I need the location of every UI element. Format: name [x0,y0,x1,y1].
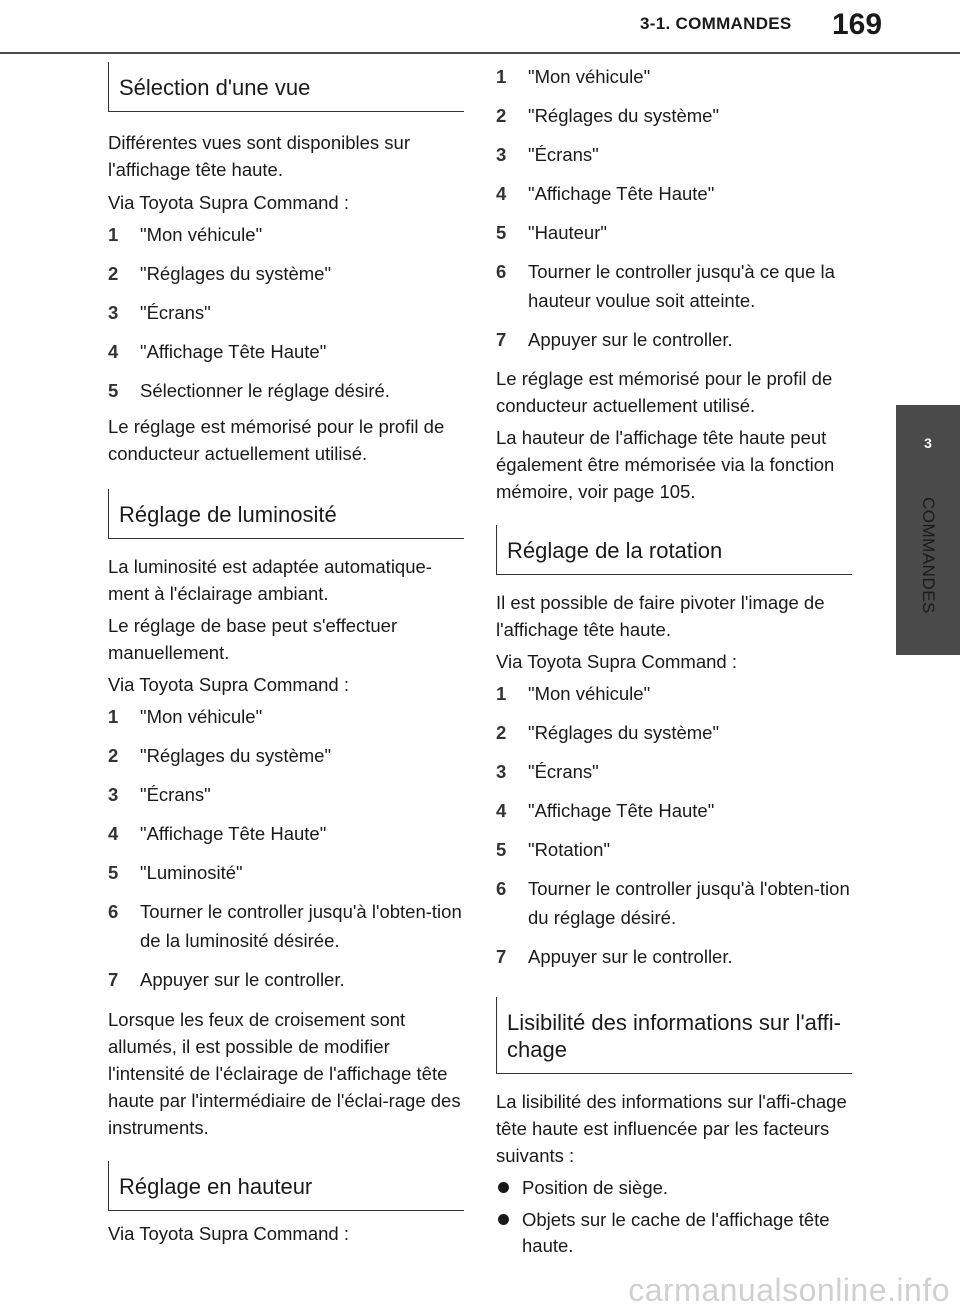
list-item [496,718,852,747]
list-item [108,702,464,731]
paragraph: Via Toyota Supra Command : [108,1223,349,1244]
paragraph: Via Toyota Supra Command : [496,651,737,672]
list-item [496,1175,852,1201]
list-item [496,325,852,354]
list-item [108,220,464,249]
step-text: Tourner le controller jusqu'à ce que la hauteur voulue soit atteinte. [528,261,835,311]
step-number: 1 [496,66,507,87]
bullet-dot [498,1214,509,1225]
list-item [496,942,852,971]
step-text: "Réglages du système" [528,722,720,743]
step-text: "Affichage Tête Haute" [528,183,715,204]
paragraph: Différentes vues sont disponibles sur l'affichage tête haute. [108,132,410,180]
list-item [108,780,464,809]
step-text: "Réglages du système" [140,263,332,284]
step-text: "Écrans" [140,302,211,323]
step-number: 5 [496,839,507,860]
bullet-list [496,1175,852,1259]
steps-list-view [108,220,464,405]
section-heading-brightness: Réglage de luminosité [108,489,464,539]
list-item [108,858,464,887]
step-number: 2 [496,105,507,126]
list-item [108,965,464,994]
step-text: Tourner le controller jusqu'à l'obten-tion de la luminosité désirée. [140,901,462,951]
list-item [108,897,464,955]
step-number: 4 [108,823,119,844]
paragraph: Via Toyota Supra Command : [108,192,349,213]
step-number: 4 [496,183,507,204]
bullet-dot [498,1182,509,1193]
step-number: 1 [108,224,119,245]
step-number: 6 [496,261,507,282]
list-item [108,337,464,366]
section-heading-height: Réglage en hauteur [108,1161,464,1211]
paragraph: La luminosité est adaptée automatique-ment à l'éclairage ambiant. [108,556,432,604]
steps-list-height [496,62,852,354]
step-number: 3 [108,784,119,805]
list-item [496,835,852,864]
section-heading-legibility: Lisibilité des informations sur l'affi-chage [496,997,852,1074]
step-text: "Mon véhicule" [140,706,263,727]
step-text: "Réglages du système" [140,745,332,766]
step-number: 7 [108,969,119,990]
step-number: 4 [108,341,119,362]
step-number: 3 [108,302,119,323]
step-text: Appuyer sur le controller. [140,969,345,990]
step-number: 6 [108,901,119,922]
step-text: "Mon véhicule" [140,224,263,245]
step-text: "Hauteur" [528,222,607,243]
step-text: "Affichage Tête Haute" [140,823,327,844]
step-number: 2 [108,263,119,284]
step-text: "Réglages du système" [528,105,720,126]
paragraph: Le réglage est mémorisé pour le profil de conducteur actuellement utilisé. [496,368,833,416]
list-item [496,140,852,169]
steps-list-rotation [496,679,852,971]
left-column [108,62,464,1247]
step-number: 2 [496,722,507,743]
step-number: 1 [496,683,507,704]
step-number: 6 [496,878,507,899]
list-item [496,218,852,247]
step-number: 4 [496,800,507,821]
step-number: 5 [108,380,119,401]
step-text: "Écrans" [140,784,211,805]
chapter-label-wrap [898,497,958,627]
list-item [496,179,852,208]
list-item [108,376,464,405]
bullet-text: Position de siège. [522,1177,669,1198]
list-item [496,101,852,130]
header-rule [0,52,960,54]
right-column [496,62,852,1259]
list-item [108,298,464,327]
step-text: Appuyer sur le controller. [528,946,733,967]
paragraph: Via Toyota Supra Command : [108,674,349,695]
list-item [108,741,464,770]
paragraph: Il est possible de faire pivoter l'image de l'affichage tête haute. [496,592,825,640]
list-item [496,679,852,708]
step-number: 1 [108,706,119,727]
list-item [496,257,852,315]
step-number: 3 [496,144,507,165]
list-item [496,62,852,91]
step-text: Tourner le controller jusqu'à l'obten-tion du réglage désiré. [528,878,850,928]
step-text: "Affichage Tête Haute" [140,341,327,362]
chapter-label: COMMANDES [919,497,938,614]
step-text: "Mon véhicule" [528,683,651,704]
page-number: 169 [832,8,883,41]
list-item [108,259,464,288]
section-heading-rotation: Réglage de la rotation [496,525,852,575]
paragraph: Le réglage de base peut s'effectuer manuellement. [108,615,398,663]
step-number: 7 [496,329,507,350]
step-number: 2 [108,745,119,766]
step-number: 3 [496,761,507,782]
list-item [108,819,464,848]
step-number: 5 [496,222,507,243]
bullet-text: Objets sur le cache de l'affichage tête haute. [522,1209,830,1256]
header-section-title: 3-1. COMMANDES [640,14,792,33]
step-text: "Mon véhicule" [528,66,651,87]
paragraph: La lisibilité des informations sur l'affi-chage tête haute est influencée par les facteurs suivants : [496,1091,847,1166]
paragraph: La hauteur de l'affichage tête haute peut également être mémorisée via la fonction mémoire, voir page 105. [496,427,835,502]
step-text: "Écrans" [528,144,599,165]
steps-list-brightness [108,702,464,994]
step-text: "Écrans" [528,761,599,782]
list-item [496,874,852,932]
step-text: Sélectionner le réglage désiré. [140,380,390,401]
section-heading-view: Sélection d'une vue [108,62,464,112]
list-item [496,1207,852,1259]
chapter-number: 3 [924,435,932,451]
watermark: carmanualsonline.info [628,1272,950,1308]
step-text: "Rotation" [528,839,611,860]
step-text: "Luminosité" [140,862,243,883]
step-text: Appuyer sur le controller. [528,329,733,350]
paragraph: Lorsque les feux de croisement sont allumés, il est possible de modifier l'intensité de l'éclairage de l'affichage tête haute par l'intermédiaire de l'éclai-rage des instruments. [108,1009,461,1138]
step-number: 5 [108,862,119,883]
step-text: "Affichage Tête Haute" [528,800,715,821]
list-item [496,757,852,786]
list-item [496,796,852,825]
paragraph: Le réglage est mémorisé pour le profil de conducteur actuellement utilisé. [108,416,445,464]
step-number: 7 [496,946,507,967]
